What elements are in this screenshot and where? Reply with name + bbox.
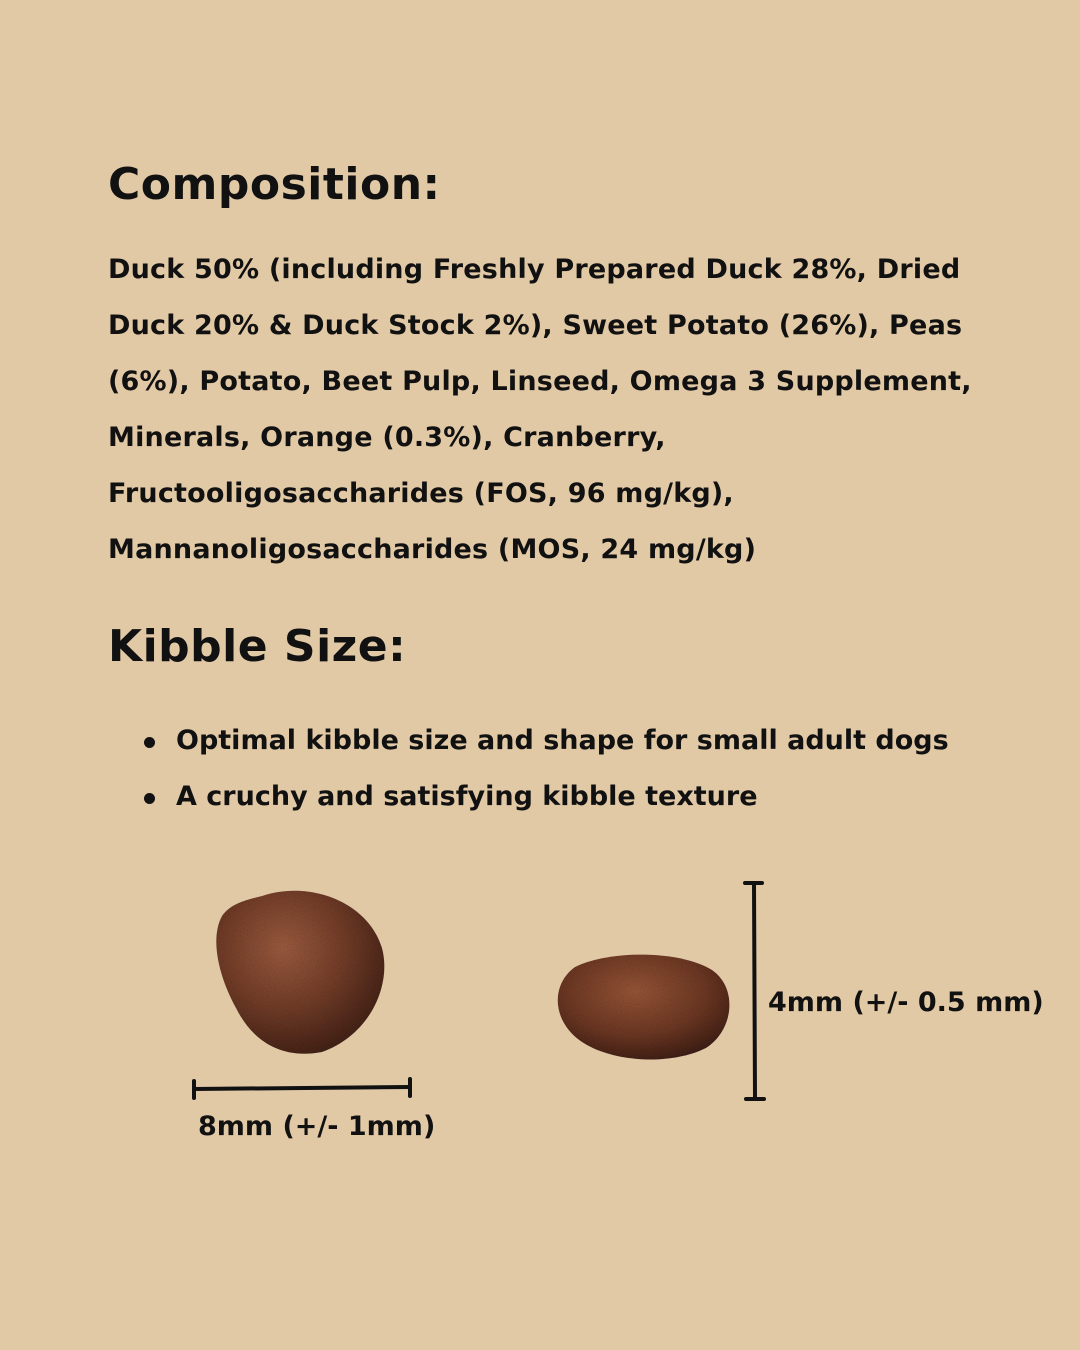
composition-heading: Composition: (108, 159, 441, 210)
kibble-size-heading: Kibble Size: (108, 621, 407, 672)
height-dimension-line (745, 883, 764, 1099)
kibble-width-label: 8mm (+/- 1mm) (198, 1111, 436, 1142)
width-dimension-line (194, 1079, 410, 1098)
feature-text: A cruchy and satisfying kibble texture (176, 781, 758, 812)
kibble-features-list (140, 716, 949, 828)
kibble-top-view (216, 891, 384, 1054)
bullet-icon (144, 793, 155, 804)
list-item (140, 716, 949, 772)
bullet-icon (144, 737, 155, 748)
feature-text: Optimal kibble size and shape for small adult dogs (176, 725, 949, 756)
kibble-side-view (558, 955, 730, 1060)
composition-ingredients-text: Duck 50% (including Freshly Prepared Duck 28%, Dried Duck 20% & Duck Stock 2%), Sweet Potato (26%), Peas (6%), Potato, Beet Pulp, Linseed, Omega 3 Supplement, Minerals, Orange (0.3%), Cranberry, Fructooligosaccharides (FOS, 96 mg/kg), Mannanoligosaccharides (MOS, 24 mg/kg) (108, 254, 972, 565)
list-item (140, 772, 949, 828)
kibble-height-label: 4mm (+/- 0.5 mm) (768, 987, 1044, 1018)
